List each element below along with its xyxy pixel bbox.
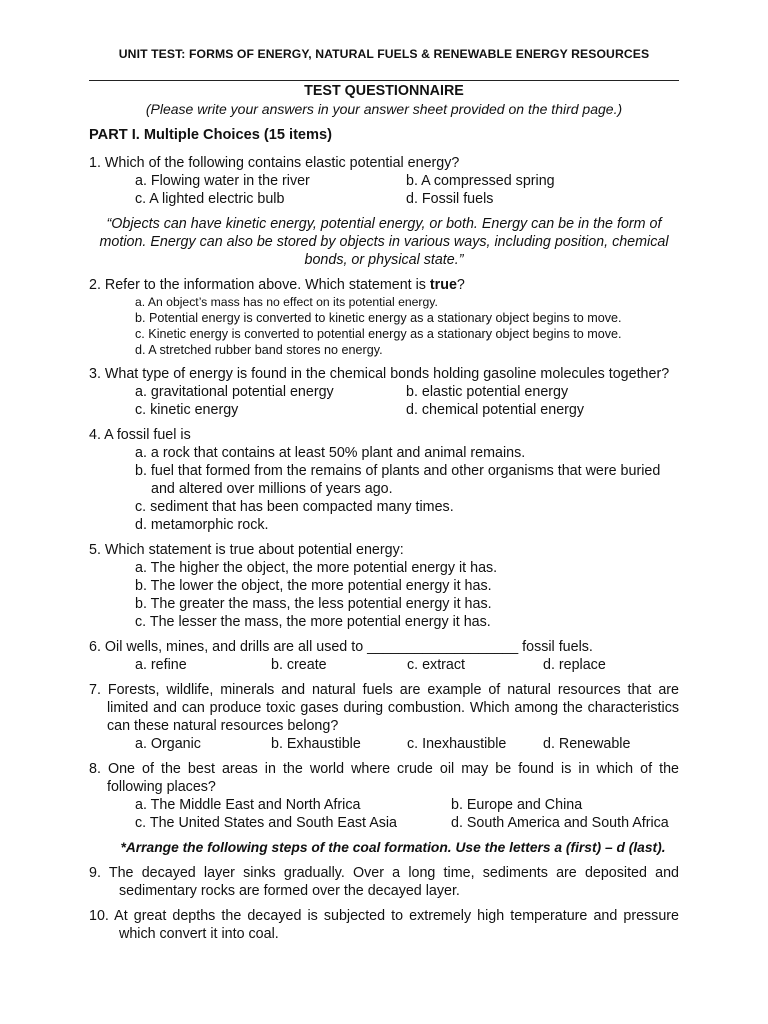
option-c: c. kinetic energy	[135, 402, 239, 418]
options	[89, 294, 679, 358]
question-9	[89, 864, 679, 900]
option-c: c. Inexhaustible	[407, 736, 507, 752]
option-d: d. metamorphic rock.	[135, 517, 269, 533]
option-b: b. A compressed spring	[406, 173, 555, 189]
option-a: a. Organic	[135, 736, 201, 752]
options	[89, 559, 679, 631]
options	[89, 172, 679, 208]
option-b: b. create	[271, 657, 327, 673]
question-2	[89, 276, 679, 358]
question-7	[89, 681, 679, 753]
question-stem: 5. Which statement is true about potential energy:	[89, 542, 404, 558]
option-b: b. Europe and China	[451, 797, 583, 813]
option-a: a. gravitational potential energy	[135, 384, 334, 400]
option-b: b. The lower the object, the more potential energy it has.	[135, 578, 492, 594]
option-d: d. A stretched rubber band stores no energy.	[135, 343, 383, 357]
question-stem: 3. What type of energy is found in the chemical bonds holding gasoline molecules together?	[89, 366, 670, 382]
option-c: c. A lighted electric bulb	[135, 191, 285, 207]
options	[89, 796, 679, 832]
questions-body	[89, 126, 679, 943]
stem-end: ?	[456, 277, 465, 293]
option-d: d. South America and South Africa	[451, 815, 669, 831]
option-a: a. refine	[135, 657, 187, 673]
options	[89, 656, 679, 674]
stem-text: 2. Refer to the information above. Which statement is	[89, 277, 430, 293]
question-5	[89, 541, 679, 631]
options	[89, 444, 679, 534]
option-b-second: b. The greater the mass, the less potential energy it has.	[135, 596, 492, 612]
question-stem: 6. Oil wells, mines, and drills are all used to ___________________ fossil fuels.	[89, 639, 593, 655]
question-6	[89, 638, 679, 674]
question-10	[89, 907, 679, 943]
unit-title: UNIT TEST: FORMS OF ENERGY, NATURAL FUELS & RENEWABLE ENERGY RESOURCES	[118, 47, 650, 61]
options	[89, 383, 679, 419]
stem-emphasis: true	[429, 277, 457, 293]
option-d: d. replace	[543, 657, 606, 673]
option-b: b. fuel that formed from the remains of plants and other organisms that were buried and altered over millions of years ago.	[135, 463, 661, 497]
question-stem: 8. One of the best areas in the world where crude oil may be found is in which of the following places?	[89, 761, 679, 795]
question-stem: 9. The decayed layer sinks gradually. Over a long time, sediments are deposited and sedimentary rocks are formed over the decayed layer.	[89, 865, 679, 899]
option-d: d. Renewable	[543, 736, 631, 752]
option-a: a. The Middle East and North Africa	[135, 797, 361, 813]
option-b: b. elastic potential energy	[406, 384, 569, 400]
question-stem: 4. A fossil fuel is	[89, 427, 191, 443]
options	[89, 735, 679, 753]
question-1	[89, 154, 679, 208]
part-title: PART I. Multiple Choices (15 items)	[89, 127, 332, 143]
questionnaire-header	[0, 82, 768, 118]
option-d: d. Fossil fuels	[406, 191, 494, 207]
option-d: d. chemical potential energy	[406, 402, 585, 418]
question-8	[89, 760, 679, 832]
question-4	[89, 426, 679, 534]
option-c: c. extract	[407, 657, 465, 673]
option-a: a. Flowing water in the river	[135, 173, 310, 189]
option-b: b. Potential energy is converted to kinetic energy as a stationary object begins to move.	[135, 311, 622, 325]
question-3	[89, 365, 679, 419]
header-rule	[89, 80, 679, 81]
option-c: c. Kinetic energy is converted to potential energy as a stationary object begins to move.	[135, 327, 622, 341]
option-a: a. a rock that contains at least 50% plant and animal remains.	[135, 445, 526, 461]
option-c: c. The United States and South East Asia	[135, 815, 398, 831]
answer-instructions: (Please write your answers in your answer sheet provided on the third page.)	[145, 101, 623, 117]
question-stem: 1. Which of the following contains elastic potential energy?	[89, 155, 460, 171]
coal-formation-instruction: *Arrange the following steps of the coal formation. Use the letters a (first) – d (last).	[120, 840, 666, 855]
option-c: c. sediment that has been compacted many times.	[135, 499, 454, 515]
energy-passage: “Objects can have kinetic energy, potential energy, or both. Energy can be in the form of motion. Energy can also be stored by objects in various ways, including position, chemical bonds, or physical state.”	[99, 216, 669, 268]
question-stem: 10. At great depths the decayed is subjected to extremely high temperature and pressure which convert it into coal.	[89, 908, 679, 942]
option-a: a. An object’s mass has no effect on its potential energy.	[135, 295, 438, 309]
question-stem: 7. Forests, wildlife, minerals and natural fuels are example of natural resources that are limited and can produce toxic gases during combustion. Which among the characteristics can these natural resources belong?	[89, 682, 679, 734]
option-a: a. The higher the object, the more potential energy it has.	[135, 560, 498, 576]
option-b: b. Exhaustible	[271, 736, 361, 752]
questionnaire-title: TEST QUESTIONNAIRE	[304, 83, 464, 99]
option-c: c. The lesser the mass, the more potential energy it has.	[135, 614, 491, 630]
question-stem	[89, 276, 679, 294]
